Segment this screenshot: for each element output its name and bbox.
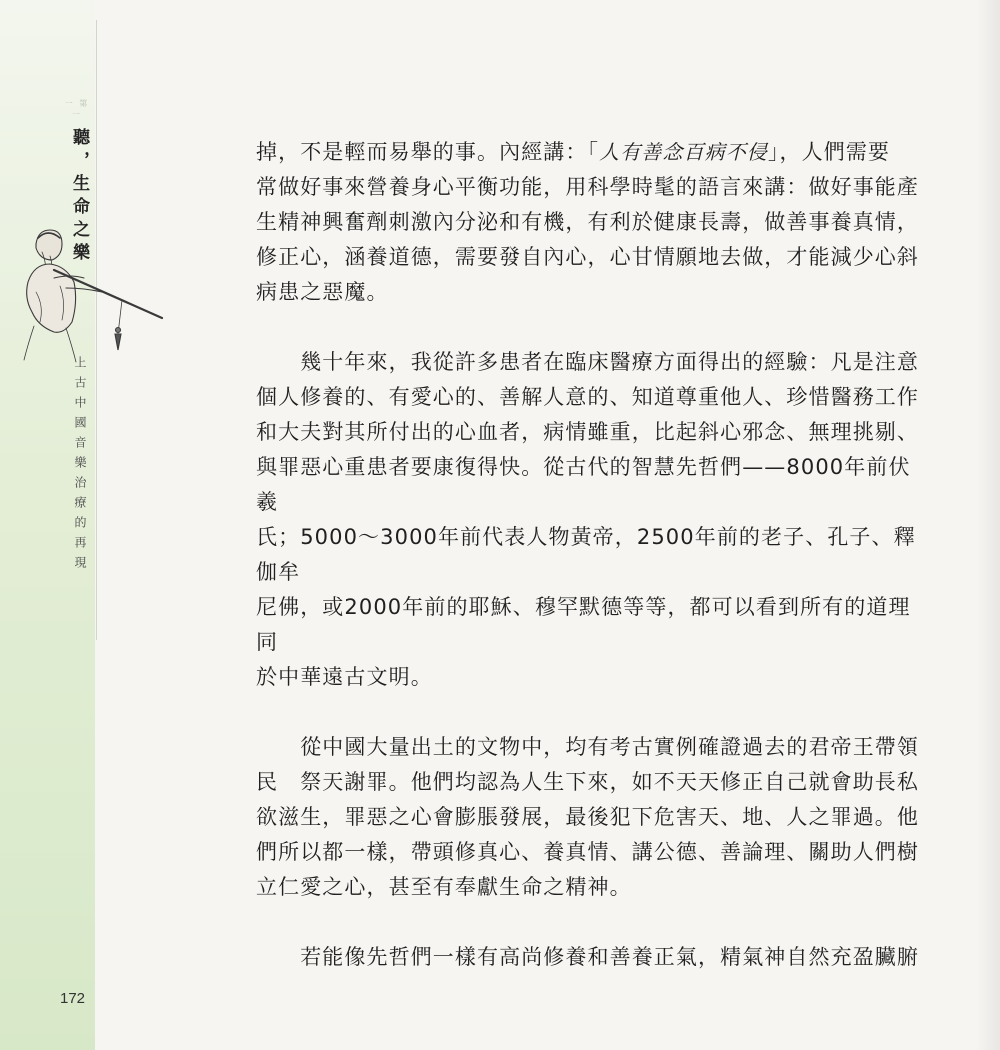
- body-text: [256, 135, 922, 975]
- paragraph: [256, 730, 922, 905]
- text-line: 修正心，涵養道德，需要發自內心，心甘情願地去做，才能減少心斜: [256, 245, 919, 269]
- paragraph: [256, 345, 922, 695]
- text-line: 掉，不是輕而易舉的事。內經講：「人有善念百病不侵」，人們需要: [256, 140, 891, 164]
- text-line: 病患之惡魔。: [256, 280, 389, 304]
- book-subtitle: 上古中國音樂治療的再現: [73, 356, 87, 576]
- text-line: 立仁愛之心，甚至有奉獻生命之精神。: [256, 875, 632, 899]
- text-line: 氏；5000～3000年前代表人物黃帝，2500年前的老子、孔子、釋伽牟: [256, 525, 916, 584]
- page-gutter-shadow: [976, 0, 1000, 1050]
- text-line: 們所以都一樣，帶頭修真心、養真情、講公德、善論理、關助人們樹: [256, 840, 919, 864]
- paragraph: [256, 940, 922, 975]
- running-head-mark: 一 第 一: [64, 99, 90, 119]
- text-line: 尼佛，或2000年前的耶穌、穆罕默德等等，都可以看到所有的道理同: [256, 595, 911, 654]
- text-line: 生精神興奮劑刺激內分泌和有機，有利於健康長壽，做善事養真情，: [256, 210, 919, 234]
- text-line: 個人修養的、有愛心的、善解人意的、知道尊重他人、珍惜醫務工作: [256, 385, 919, 409]
- text-line: 和大夫對其所付出的心血者，病情雖重，比起斜心邪念、無理挑剔、: [256, 420, 919, 444]
- book-title: 聽，生命之樂: [69, 128, 89, 266]
- text-line: 常做好事來營養身心平衡功能，用科學時髦的語言來講：做好事能產: [256, 175, 919, 199]
- text-line: 幾十年來，我從許多患者在臨床醫療方面得出的經驗：凡是注意: [256, 350, 919, 374]
- page-number: 172: [60, 990, 86, 1007]
- text-line: 欲滋生，罪惡之心會膨脹發展，最後犯下危害天、地、人之罪過。他: [256, 805, 919, 829]
- text-line: 從中國大量出土的文物中，均有考古實例確證過去的君帝王帶領: [256, 735, 919, 759]
- paragraph: [256, 135, 922, 310]
- text-line: 民 祭天謝罪。他們均認為人生下來，如不天天修正自己就會助長私: [256, 770, 919, 794]
- text-line: 若能像先哲們一樣有高尚修養和善養正氣，精氣神自然充盈臟腑: [256, 945, 919, 969]
- text-line: 於中華遠古文明。: [256, 665, 433, 689]
- flute-player-illustration: [14, 222, 174, 372]
- classic-quote: 人有善念百病不侵: [599, 140, 768, 164]
- text-line: 與罪惡心重患者要康復得快。從古代的智慧先哲們——8000年前伏羲: [256, 455, 911, 514]
